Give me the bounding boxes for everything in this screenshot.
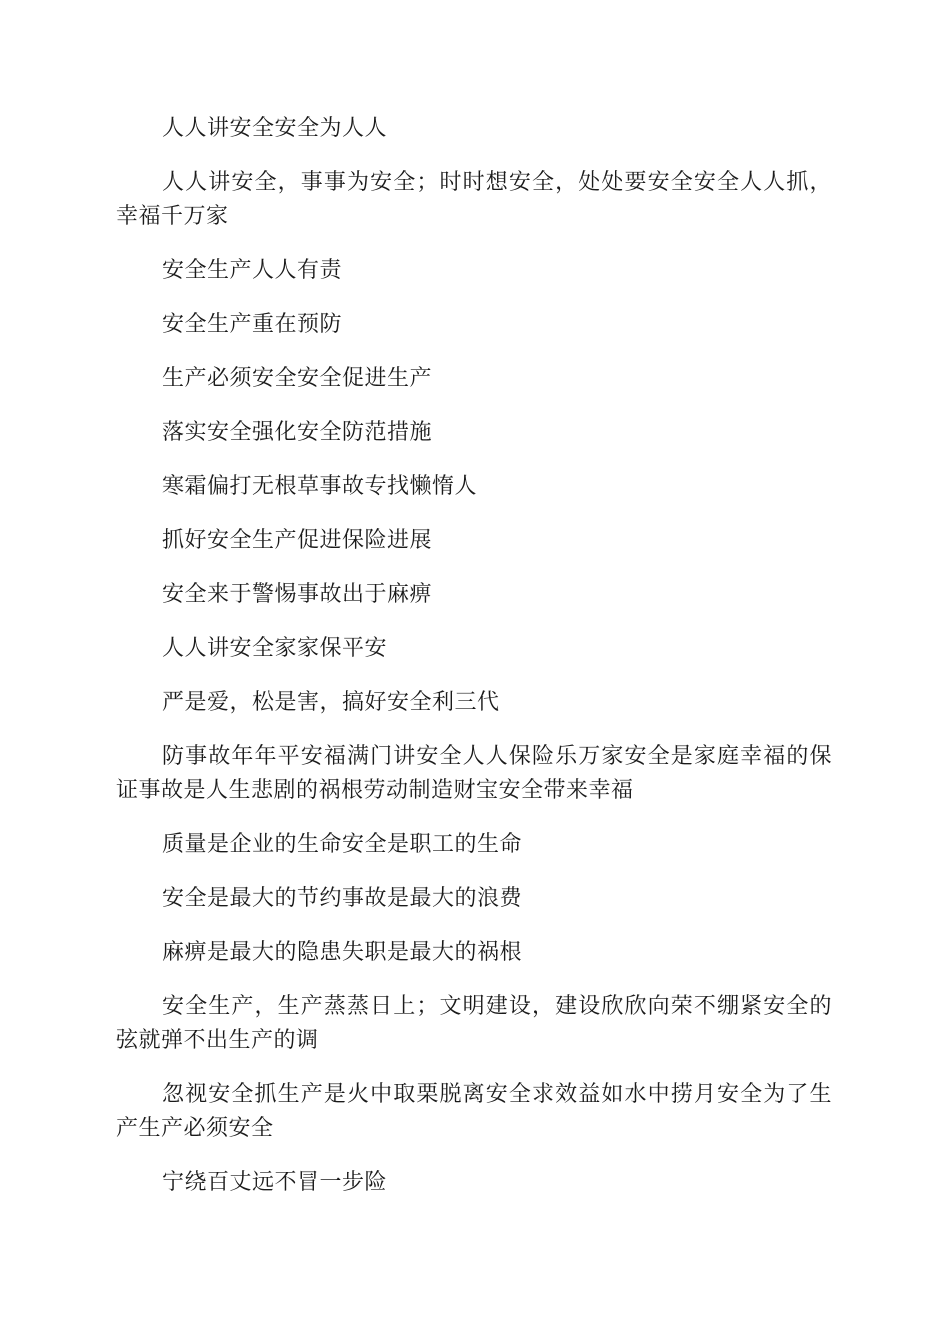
paragraph: 防事故年年平安福满门讲安全人人保险乐万家安全是家庭幸福的保证事故是人生悲剧的祸根劳动制造财宝安全带来幸福 (116, 744, 832, 803)
paragraph: 忽视安全抓生产是火中取栗脱离安全求效益如水中捞月安全为了生产生产必须安全 (116, 1082, 832, 1141)
paragraph: 宁绕百丈远不冒一步险 (162, 1170, 388, 1195)
paragraph: 安全来于警惕事故出于麻痹 (162, 582, 433, 607)
paragraph: 寒霜偏打无根草事故专找懒惰人 (162, 474, 478, 499)
paragraph: 安全是最大的节约事故是最大的浪费 (162, 886, 523, 911)
paragraph: 安全生产重在预防 (162, 312, 343, 337)
paragraph: 抓好安全生产促进保险进展 (162, 528, 433, 553)
paragraph: 麻痹是最大的隐患失职是最大的祸根 (162, 940, 523, 965)
paragraph: 人人讲安全家家保平安 (162, 636, 388, 661)
paragraph: 人人讲安全安全为人人 (162, 116, 388, 141)
document-body (116, 112, 832, 1220)
paragraph: 人人讲安全，事事为安全；时时想安全，处处要安全安全人人抓，幸福千万家 (116, 170, 832, 229)
paragraph: 严是爱，松是害，搞好安全利三代 (162, 690, 500, 715)
paragraph: 生产必须安全安全促进生产 (162, 366, 433, 391)
paragraph: 落实安全强化安全防范措施 (162, 420, 433, 445)
paragraph: 安全生产人人有责 (162, 258, 343, 283)
paragraph: 质量是企业的生命安全是职工的生命 (162, 832, 523, 857)
paragraph: 安全生产，生产蒸蒸日上；文明建设，建设欣欣向荣不绷紧安全的弦就弹不出生产的调 (116, 994, 832, 1053)
